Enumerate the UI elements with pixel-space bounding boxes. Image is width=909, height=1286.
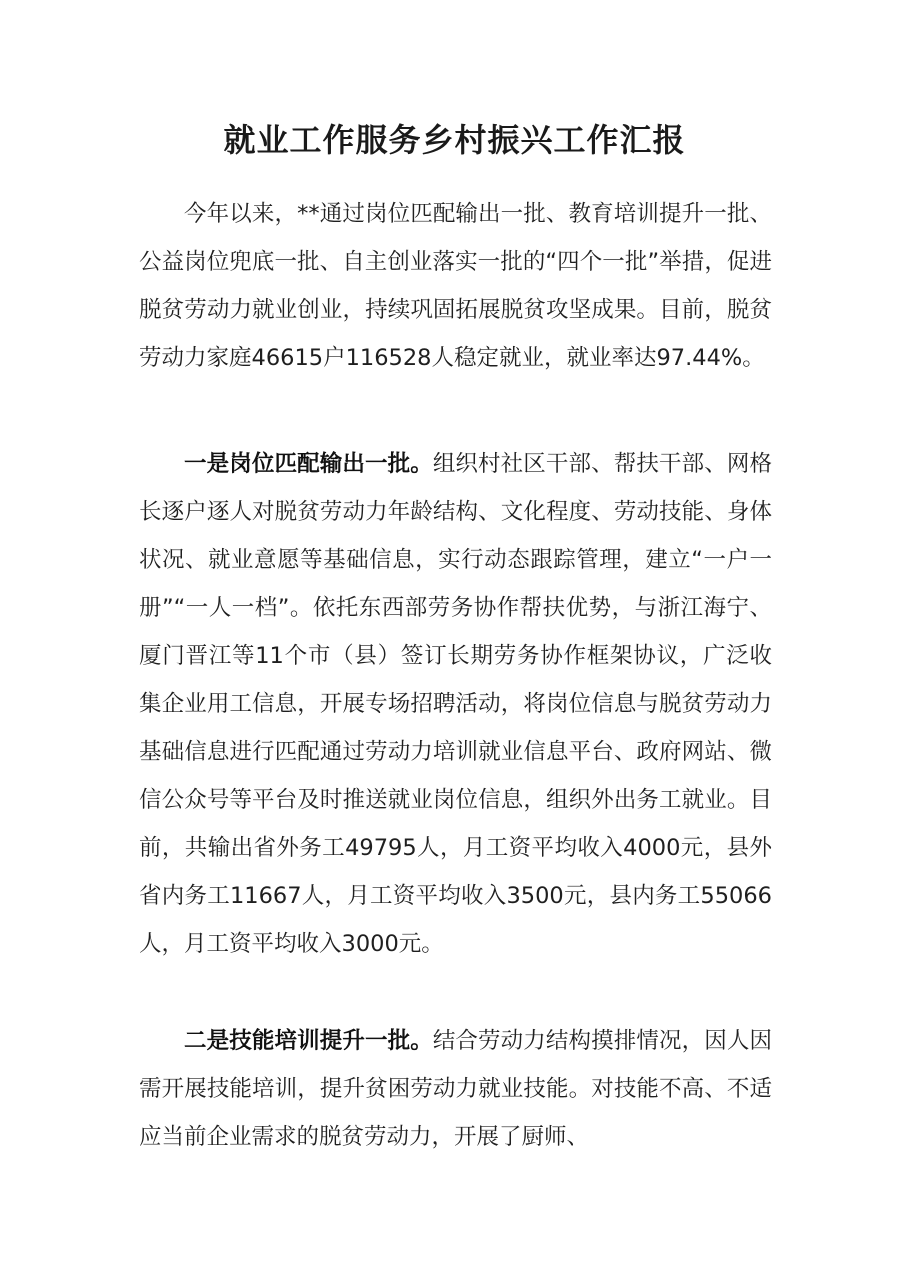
paragraph-skills-training (139, 1017, 772, 1161)
paragraph-skills-training-heading: 二是技能培训提升一批。 (184, 1028, 433, 1054)
paragraph-skills-training-text: 结合劳动力结构摸排情况，因人因需开展技能培训，提升贫困劳动力就业技能。对技能不高、不适应当前企业需求的脱贫劳动力，开展了厨师、 (139, 1028, 772, 1150)
paragraph-job-matching-heading: 一是岗位匹配输出一批。 (184, 451, 433, 477)
paragraph-intro-text: 今年以来，**通过岗位匹配输出一批、教育培训提升一批、公益岗位兜底一批、自主创业落实一批的“四个一批”举措，促进脱贫劳动力就业创业，持续巩固拓展脱贫攻坚成果。目前，脱贫劳动力家庭46615户116528人稳定就业，就业率达97.44%。 (139, 201, 772, 371)
paragraph-job-matching-text: 组织村社区干部、帮扶干部、网格长逐户逐人对脱贫劳动力年龄结构、文化程度、劳动技能、身体状况、就业意愿等基础信息，实行动态跟踪管理，建立“一户一册”“一人一档”。依托东西部劳务协作帮扶优势，与浙江海宁、厦门晋江等11个市（县）签订长期劳务协作框架协议，广泛收集企业用工信息，开展专场招聘活动，将岗位信息与脱贫劳动力基础信息进行匹配通过劳动力培训就业信息平台、政府网站、微信公众号等平台及时推送就业岗位信息，组织外出务工就业。目前，共输出省外务工49795人，月工资平均收入4000元，县外省内务工11667人，月工资平均收入3500元，县内务工55066人，月工资平均收入3000元。 (139, 451, 772, 957)
document-title: 就业工作服务乡村振兴工作汇报 (223, 121, 686, 159)
paragraph-intro (139, 190, 772, 382)
paragraph-job-matching (139, 440, 772, 968)
